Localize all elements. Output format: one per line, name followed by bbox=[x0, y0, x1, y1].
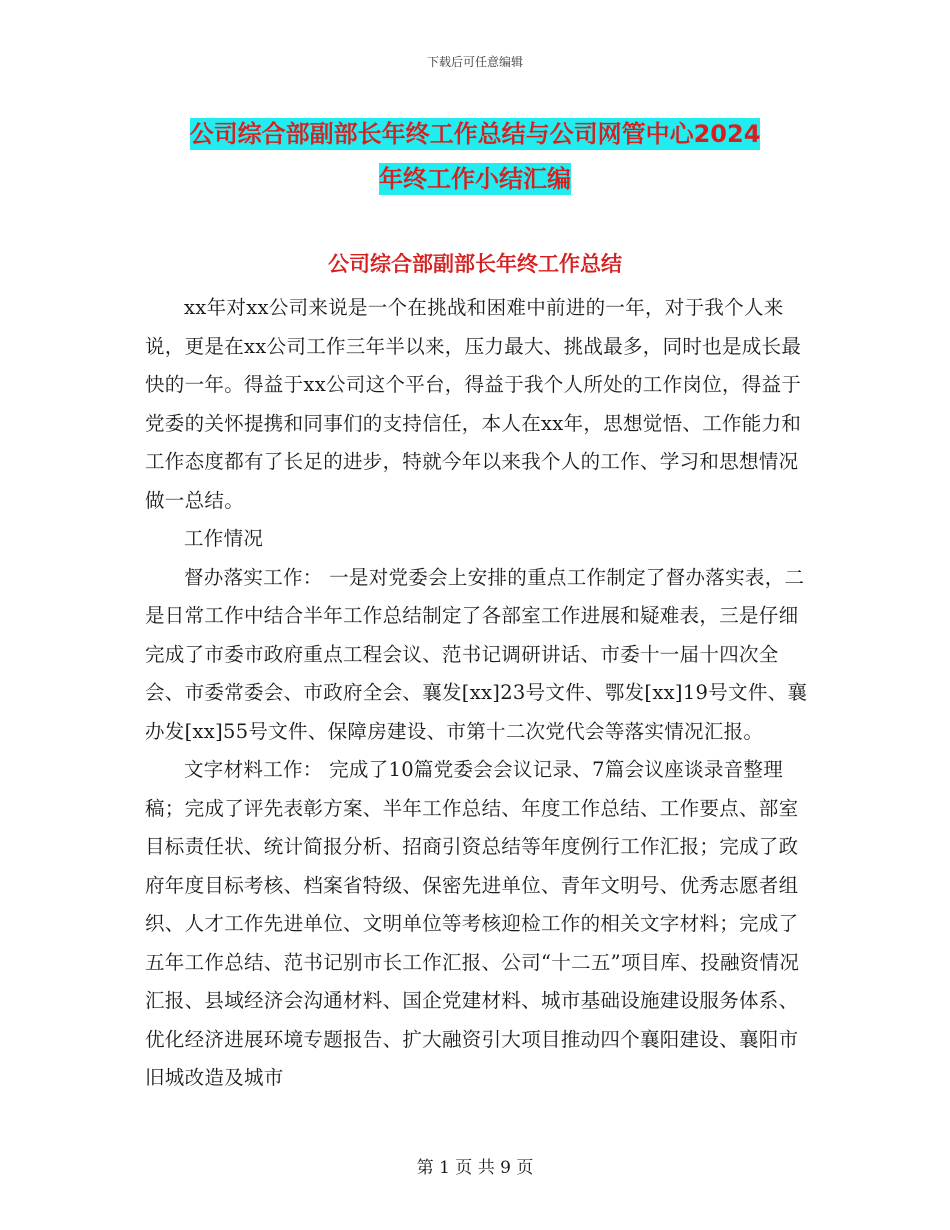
document-title-line2: 年终工作小结汇编 bbox=[379, 165, 571, 193]
document-title-line1: 公司综合部副部长年终工作总结与公司网管中心2024 bbox=[189, 120, 761, 148]
header-note: 下载后可任意编辑 bbox=[426, 55, 523, 69]
document-title bbox=[0, 112, 950, 202]
paragraph-writing: 文字材料工作： 完成了10篇党委会会议记录、7篇会议座谈录音整理稿；完成了评先表彰方案、半年工作总结、年度工作总结、工作要点、部室目标责任状、统计简报分析、招商引资总结等年度例行工作汇报；完成了政府年度目标考核、档案省特级、保密先进单位、青年文明号、优秀志愿者组织、人才工作先进单位、文明单位等考核迎检工作的相关文字材料；完成了五年工作总结、范书记别市长工作汇报、公司“十二五”项目库、投融资情况汇报、县域经济会沟通材料、国企党建材料、城市基础设施建设服务体系、优化经济进展环境专题报告、扩大融资引大项目推动四个襄阳建设、襄阳市旧城改造及城市 bbox=[145, 758, 800, 1089]
page-number-footer: 第 1 页 共 9 页 bbox=[416, 1158, 534, 1178]
section-title: 公司综合部副部长年终工作总结 bbox=[328, 252, 622, 276]
paragraph-work-heading: 工作情况 bbox=[184, 527, 264, 550]
body-text bbox=[145, 289, 810, 1098]
paragraph-intro: xx年对xx公司来说是一个在挑战和困难中前进的一年，对于我个人来说，更是在xx公司工作三年半以来，压力最大、挑战最多，同时也是成长最快的一年。得益于xx公司这个平台，得益于我个人所处的工作岗位，得益于党委的关怀提携和同事们的支持信任，本人在xx年，思想觉悟、工作能力和工作态度都有了长足的进步，特就今年以来我个人的工作、学习和思想情况做一总结。 bbox=[145, 296, 802, 512]
paragraph-supervision: 督办落实工作： 一是对党委会上安排的重点工作制定了督办落实表，二是日常工作中结合半年工作总结制定了各部室工作进展和疑难表，三是仔细完成了市委市政府重点工程会议、范书记调研讲话、市委十一届十四次全会、市委常委会、市政府全会、襄发[xx]23号文件、鄂发[xx]19号文件、襄办发[xx]55号文件、保障房建设、市第十二次党代会等落实情况汇报。 bbox=[145, 565, 808, 743]
